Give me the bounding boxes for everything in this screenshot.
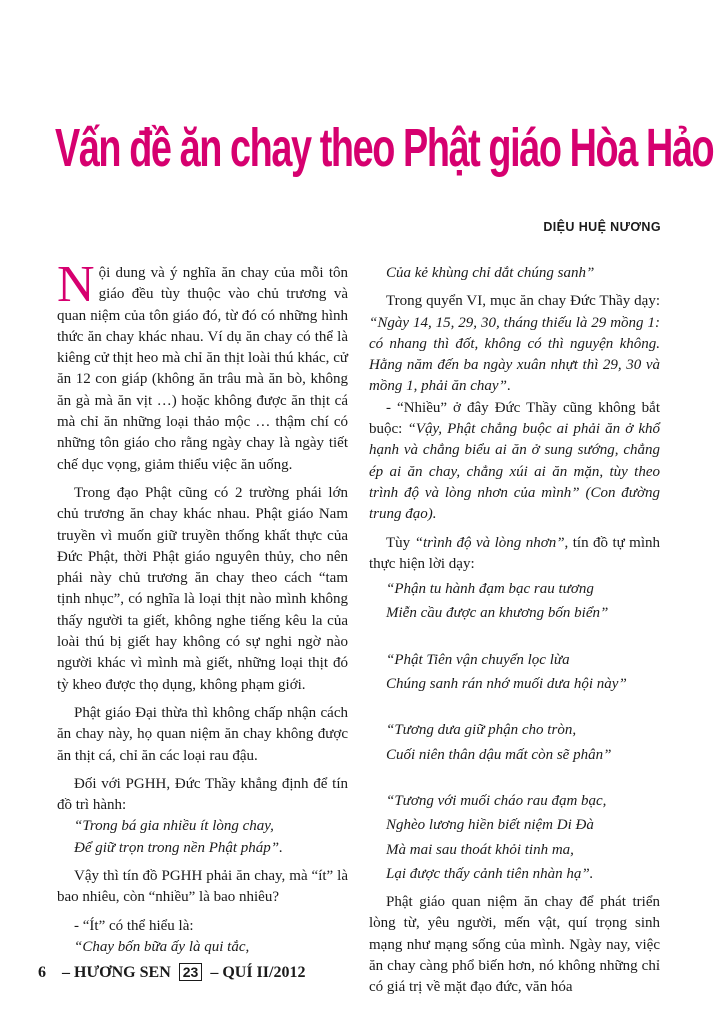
- verse-line: “Chay bốn bữa ấy là qui tắc,: [74, 938, 250, 955]
- verse-line: Miễn cầu được an khương bốn biển”: [386, 605, 609, 622]
- author-name: DIỆU HUỆ NƯƠNG: [543, 220, 661, 234]
- verse-line: Nghèo lương hiền biết niệm Di Đà: [386, 817, 594, 834]
- intro-paragraph: Nội dung và ý nghĩa ăn chay của mỗi tôn giáo đều tùy thuộc vào chủ trương và quan niệm của tôn giáo đó, từ đó có những hình thức ăn chay khác nhau. Ví dụ ăn chay có thể là kiêng cử thịt heo mà chỉ ăn thịt loài thú khác, cử ăn 12 con giáp (không ăn trâu mà ăn bò, không ăn gà mà ăn vịt …) hoặc không được ăn thịt cá mà chỉ ăn những loại thảo mộc … thậm chí có những tôn giáo cho rằng ngày chay là ngày tiết chế dục vọng, giảm thiểu việc ăn uống.: [57, 256, 348, 473]
- verse-line: “Trong bá gia nhiều ít lòng chay,: [74, 818, 274, 835]
- paragraph: Tùy “trình độ và lòng nhơn”, tín đồ tự mình thực hiện lời dạy:: [369, 534, 661, 572]
- verse-line: Để giữ trọn trong nền Phật pháp”.: [74, 839, 283, 856]
- paragraph: Vậy thì tín đồ PGHH phải ăn chay, mà “ít” là bao nhiêu, còn “nhiều” là bao nhiêu?: [57, 868, 348, 906]
- drop-cap: N: [57, 256, 95, 313]
- verse-line: Mà mai sau thoát khỏi tinh ma,: [386, 841, 574, 858]
- verse-line: Chúng sanh rán nhớ muối dưa hội này”: [386, 676, 627, 693]
- issue-number: 23: [179, 963, 203, 981]
- verse-line: Của kẻ khùng chỉ dắt chúng sanh”: [386, 265, 595, 281]
- right-column: [369, 263, 660, 999]
- paragraph: Phật giáo quan niệm ăn chay để phát triển lòng từ, yêu người, mến vật, quí trọng sinh mạng như mạng sống của mình. Ngày nay, việc ăn chay càng phổ biến hơn, nó không những chỉ có giá trị về mặt đạo đức, văn hóa: [369, 894, 660, 996]
- verse-line: Lại được thấy cảnh tiên nhàn hạ”.: [386, 865, 594, 882]
- page-number: 6: [38, 964, 46, 981]
- page-footer: [38, 963, 305, 982]
- stanza-gap: [369, 695, 660, 717]
- article-title: Vấn đề ăn chay theo Phật giáo Hòa Hảo: [55, 118, 714, 178]
- paragraph: Phật giáo Đại thừa thì không chấp nhận cách ăn chay này, họ quan niệm ăn chay không được ăn thịt cá, chỉ ăn các loại rau đậu.: [57, 704, 348, 764]
- paragraph: - “Ít” có thể hiểu là:: [74, 917, 194, 934]
- paragraph: Trong quyển VI, mục ăn chay Đức Thầy dạy: “Ngày 14, 15, 29, 30, tháng thiếu là 29 mồng 1: có nhang thì đốt, không có thì nguyện không. Hằng năm đến ba ngày xuân nhựt thì 29, 30 và mồng 1, phải ăn chay”.: [369, 293, 660, 395]
- verse-line: “Phận tu hành đạm bạc rau tương: [386, 581, 594, 598]
- verse-line: “Phật Tiên vận chuyển lọc lừa: [386, 651, 570, 668]
- left-column: [57, 256, 348, 958]
- issue-period: – QUÍ II/2012: [210, 964, 306, 981]
- paragraph: Trong đạo Phật cũng có 2 trường phái lớn chủ trương ăn chay khác nhau. Phật giáo Nam truyền vì muốn giữ truyền thống khất thực của Đức Phật, thời Phật giáo nguyên thủy, cho nên phái này chủ trương ăn chay theo cách “tam tịnh nhục”, có nghĩa là loại thịt nào mình không thấy người ta giết, không nghe tiếng kêu la của loài thú bị giết hay không có sự nghi ngờ nào người khác vì mình mà giết, những loại thịt đó tỳ kheo được thọ dụng, không phạm giới.: [57, 484, 348, 693]
- stanza-gap: [369, 766, 660, 788]
- paragraph: Đối với PGHH, Đức Thầy khẳng định để tín đồ trì hành:: [57, 775, 348, 814]
- stanza-gap: [369, 625, 660, 647]
- verse-line: “Tương với muối cháo rau đạm bạc,: [386, 792, 607, 809]
- verse-line: Cuối niên thân dậu mất còn sẽ phân”: [386, 746, 612, 763]
- verse-line: “Tương dưa giữ phận cho tròn,: [386, 722, 577, 739]
- paragraph: - “Nhiều” ở đây Đức Thầy cũng không bắt buộc: “Vậy, Phật chẳng buộc ai phải ăn ở khổ hạnh và chẳng biểu ai ăn ở sung sướng, chẳng ép ai ăn chay, chẳng xúi ai ăn mặn, tùy theo trình độ và lòng nhơn của mình” (Con đường trung đạo).: [369, 399, 660, 523]
- magazine-name: – HƯƠNG SEN: [62, 964, 171, 981]
